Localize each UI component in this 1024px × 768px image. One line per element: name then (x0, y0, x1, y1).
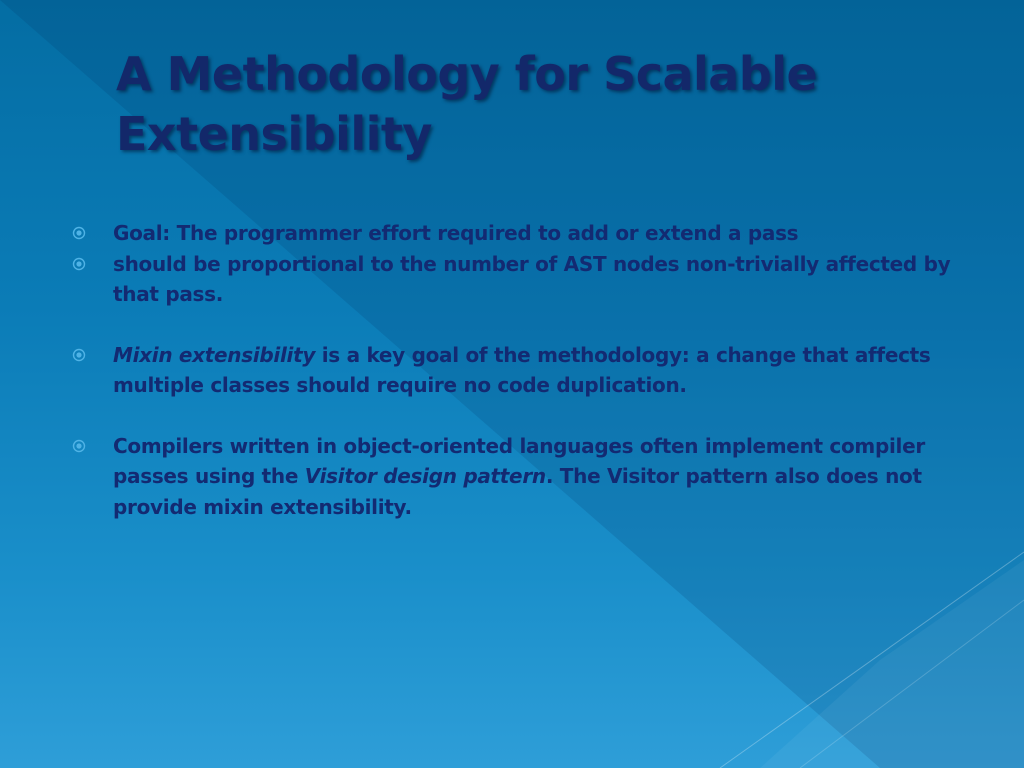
bullet-item (72, 249, 952, 310)
circle-dot-bullet-icon (72, 348, 86, 362)
circle-dot-bullet-icon (72, 257, 86, 271)
bullet-item (72, 218, 952, 249)
bullet-text: Compilers written in object-oriented languages often implement compiler passes using the (113, 433, 925, 488)
bullet-text: should be proportional to the number of AST nodes non-trivially affected by that pass. (113, 251, 951, 306)
slide-title: A Methodology for Scalable Extensibility (116, 47, 818, 161)
bullet-list (72, 218, 952, 522)
circle-dot-bullet-icon (72, 226, 86, 240)
bullet-text: is a key goal of the methodology: a change that affects multiple classes should require no code duplication. (113, 342, 931, 397)
bullet-text: . The Visitor pattern also does not provide mixin extensibility. (113, 464, 922, 519)
bullet-text-italic: Mixin extensibility (113, 342, 316, 367)
bullet-text-italic: Visitor design pattern (304, 464, 546, 488)
bullet-text: Goal: The programmer effort required to add or extend a pass (113, 221, 799, 245)
bullet-item (72, 431, 952, 523)
bullet-item (72, 340, 952, 401)
circle-dot-bullet-icon (72, 439, 86, 453)
